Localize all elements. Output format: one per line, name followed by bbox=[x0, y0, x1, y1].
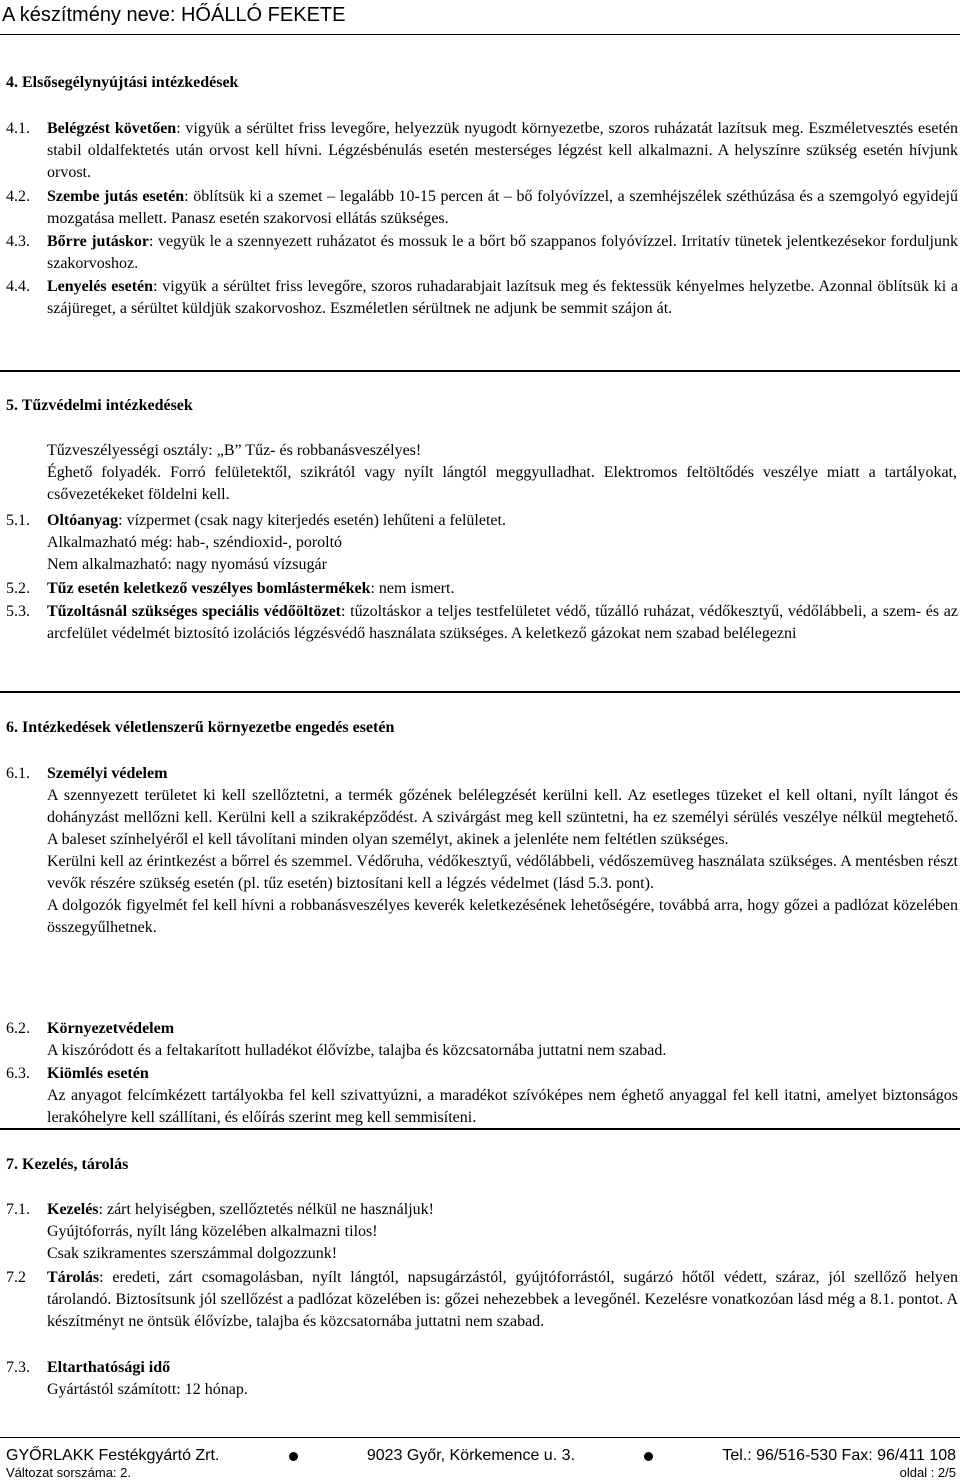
item-lead: Belégzést követően bbox=[47, 120, 177, 137]
item-line: Gyújtóforrás, nyílt láng közelében alkalmazni tilos! bbox=[47, 1223, 378, 1240]
item-text: : tűzoltáskor a teljes testfelületet védő, tűzálló ruházat, védőkesztyű, védőlábbeli, a szem- és az arcfelület védelmét biztosító izolációs légzésvédő használata szükséges. A keletkező gázokat nem szabad belélegezni bbox=[47, 603, 958, 642]
item-lead: Kiömlés esetén bbox=[47, 1065, 149, 1082]
item-6-1 bbox=[6, 763, 958, 939]
page-number: oldal : 2/5 bbox=[899, 1465, 956, 1480]
item-lead: Szembe jutás esetén bbox=[47, 188, 185, 205]
version-number: Változat sorszáma: 2. bbox=[6, 1465, 131, 1480]
item-number: 5.3. bbox=[6, 603, 30, 620]
item-number: 5.1. bbox=[6, 512, 30, 529]
item-number: 7.2 bbox=[6, 1269, 26, 1286]
item-number: 4.2. bbox=[6, 188, 30, 205]
fire-class-line: Tűzveszélyességi osztály: „B” Tűz- és robbanásveszélyes! bbox=[47, 442, 422, 459]
item-number: 4.1. bbox=[6, 120, 30, 137]
item-body bbox=[47, 601, 958, 645]
item-paragraph: Az anyagot felcímkézett tartályokba fel kell szivattyúzni, a maradékot szívóképes nem éghető anyaggal fel kell itatni, amelyet biztonságos lerakóhelyre kell szállítani, és előírás szerint meg kell semmisíteni. bbox=[47, 1087, 958, 1126]
item-paragraph: A kiszóródott és a feltakarított hulladékot élővízbe, talajba és közcsatornába juttatni nem szabad. bbox=[47, 1042, 667, 1059]
item-text: : vegyük le a szennyezett ruházatot és mossuk le a bőrt bő szappanos folyóvízzel. Irritatív tünetek jelentkezésekor forduljunk szakorvoshoz. bbox=[47, 233, 958, 272]
item-paragraph: A dolgozók figyelmét fel kell hívni a robbanásveszélyes keverék keletkezésének lehetőségére, továbbá arra, hogy gőzei a padlózat közelében összegyűlhetnek. bbox=[47, 897, 958, 936]
item-6-2 bbox=[6, 1018, 958, 1062]
product-name-label: A készítmény neve: HŐÁLLÓ FEKETE bbox=[2, 4, 346, 26]
flammability-text: Éghető folyadék. Forró felületektől, szikrától vagy nyílt lángtól meggyulladhat. Elektromos feltöltődés veszélye miatt a tartályokat, csővezetékeket földelni kell. bbox=[47, 464, 957, 503]
item-number: 4.3. bbox=[6, 233, 30, 250]
item-lead: Környezetvédelem bbox=[47, 1020, 175, 1037]
item-text: : vigyük a sérültet friss levegőre, szoros ruhadarabjait lazítsuk meg és fektessük kényelmes helyzetbe. Azonnal öblítsük ki a szájüreget, a sérültet küldjük szakorvoshoz. Eszméletlen sérültnek ne adjunk be semmit szájon át. bbox=[47, 278, 959, 317]
item-number: 6.2. bbox=[6, 1020, 30, 1037]
item-line: Gyártástól számított: 12 hónap. bbox=[47, 1381, 248, 1398]
company-name: GYŐRLAKK Festékgyártó Zrt. bbox=[6, 1447, 220, 1464]
item-body bbox=[47, 763, 958, 939]
section-divider bbox=[0, 370, 960, 372]
item-lead: Oltóanyag bbox=[47, 512, 119, 529]
item-lead: Bőrre jutáskor bbox=[47, 233, 150, 250]
item-text: : vigyük a sérültet friss levegőre, helyezzük nyugodt környezetbe, szoros ruházatát lazítsuk meg. Eszméletvesztés esetén stabil oldalfektetés után orvost kell hívni. Légzésbénulás esetén mesterséges légzést kell alkalmazni. A helyszínre szükség esetén hívjunk orvost. bbox=[47, 120, 959, 181]
item-lead: Személyi védelem bbox=[47, 765, 168, 782]
item-line: Csak szikramentes szerszámmal dolgozzunk! bbox=[47, 1245, 338, 1262]
item-body bbox=[47, 276, 958, 320]
bullet-icon bbox=[644, 1452, 653, 1461]
item-body bbox=[47, 118, 958, 184]
item-5-1 bbox=[6, 510, 958, 576]
item-body bbox=[47, 1199, 958, 1265]
company-phone: Tel.: 96/516-530 Fax: 96/411 108 bbox=[722, 1447, 956, 1464]
footer-contact-line bbox=[6, 1446, 956, 1466]
item-5-3 bbox=[6, 601, 958, 645]
item-number: 6.3. bbox=[6, 1065, 30, 1082]
item-number: 6.1. bbox=[6, 765, 30, 782]
item-lead: Lenyelés esetén bbox=[47, 278, 154, 295]
item-lead: Kezelés bbox=[47, 1201, 99, 1218]
header-divider bbox=[0, 34, 960, 35]
item-4-3 bbox=[6, 231, 958, 275]
item-text: : nem ismert. bbox=[370, 580, 455, 597]
section-4-title: 4. Elsősegélynyújtási intézkedések bbox=[6, 74, 239, 91]
item-body bbox=[47, 510, 958, 576]
item-text: : vízpermet (csak nagy kiterjedés esetén) lehűteni a felületet. bbox=[118, 512, 506, 529]
item-body bbox=[47, 1063, 958, 1129]
item-4-2 bbox=[6, 186, 958, 230]
section-5-intro bbox=[47, 440, 957, 506]
item-body bbox=[47, 186, 958, 230]
item-7-3 bbox=[6, 1357, 958, 1401]
item-paragraph: A szennyezett területet ki kell szellőztetni, a termék gőzének belélegzését kerülni kell. Az esetleges tüzeket el kell oltani, nyílt lángot és dohányzást mellőzni kell. Kerülni kell a szikraképződést. A szivárgást meg kell szüntetni, ha ez személyi sérülés veszélye nélkül megtehető. A baleset színhelyéről el kell távolítani minden olyan személyt, akinek a jelenléte nem feltétlen szükséges. bbox=[47, 787, 958, 848]
item-4-1 bbox=[6, 118, 958, 184]
company-address: 9023 Győr, Körkemence u. 3. bbox=[366, 1447, 575, 1464]
item-body bbox=[47, 1267, 958, 1333]
item-number: 7.1. bbox=[6, 1201, 30, 1218]
item-6-3 bbox=[6, 1063, 958, 1129]
item-body bbox=[47, 578, 958, 600]
section-5-title: 5. Tűzvédelmi intézkedések bbox=[6, 397, 193, 414]
item-body bbox=[47, 1018, 958, 1062]
section-7-title: 7. Kezelés, tárolás bbox=[6, 1156, 129, 1173]
item-lead: Tűzoltásnál szükséges speciális védőöltözet bbox=[47, 603, 342, 620]
document-header bbox=[0, 0, 960, 34]
item-lead: Eltarthatósági idő bbox=[47, 1359, 171, 1376]
item-number: 5.2. bbox=[6, 580, 30, 597]
item-number: 4.4. bbox=[6, 278, 30, 295]
item-7-2 bbox=[6, 1267, 958, 1333]
item-paragraph: Kerülni kell az érintkezést a bőrrel és szemmel. Védőruha, védőkesztyű, védőlábbeli, védőszemüveg használata szükséges. A mentésben részt vevők részére szükség esetén (pl. tűz esetén) biztosítani kell a légzés védelmet (lásd 5.3. pont). bbox=[47, 853, 958, 892]
item-7-1 bbox=[6, 1199, 958, 1265]
item-lead: Tűz esetén keletkező veszélyes bomlástermékek bbox=[47, 580, 371, 597]
section-divider bbox=[0, 691, 960, 693]
item-line: Alkalmazható még: hab-, széndioxid-, poroltó bbox=[47, 534, 343, 551]
section-divider bbox=[0, 1128, 960, 1130]
item-5-2 bbox=[6, 578, 958, 600]
item-text: : öblítsük ki a szemet – legalább 10-15 percen át – bő folyóvízzel, a szemhéjszélek széthúzása és a szemgolyó egyidejű mozgatása mellett. Panasz esetén szakorvosi ellátás szükséges. bbox=[47, 188, 958, 227]
item-text: : eredeti, zárt csomagolásban, nyílt lángtól, napsugárzástól, gyújtóforrástól, sugárzó hőtől védett, száraz, jól szellőző helyen tárolandó. Biztosítsunk jól szellőzést a padlózat közelében is: gőzei nehezebbek a levegőnél. Kezelésre vonatkozóan lásd még a 8.1. pontot. A készítményt ne öntsük élővízbe, talajba és közcsatornába juttatni nem szabad. bbox=[47, 1269, 958, 1330]
bullet-icon bbox=[289, 1452, 298, 1461]
item-4-4 bbox=[6, 276, 958, 320]
item-lead: Tárolás bbox=[47, 1269, 100, 1286]
section-6-title: 6. Intézkedések véletlenszerű környezetbe engedés esetén bbox=[6, 719, 395, 736]
item-body bbox=[47, 1357, 958, 1401]
footer-divider bbox=[0, 1437, 960, 1438]
footer-meta-line bbox=[6, 1465, 956, 1481]
item-number: 7.3. bbox=[6, 1359, 30, 1376]
item-text: : zárt helyiségben, szellőztetés nélkül ne használjuk! bbox=[98, 1201, 434, 1218]
item-line: Nem alkalmazható: nagy nyomású vízsugár bbox=[47, 556, 327, 573]
item-body bbox=[47, 231, 958, 275]
